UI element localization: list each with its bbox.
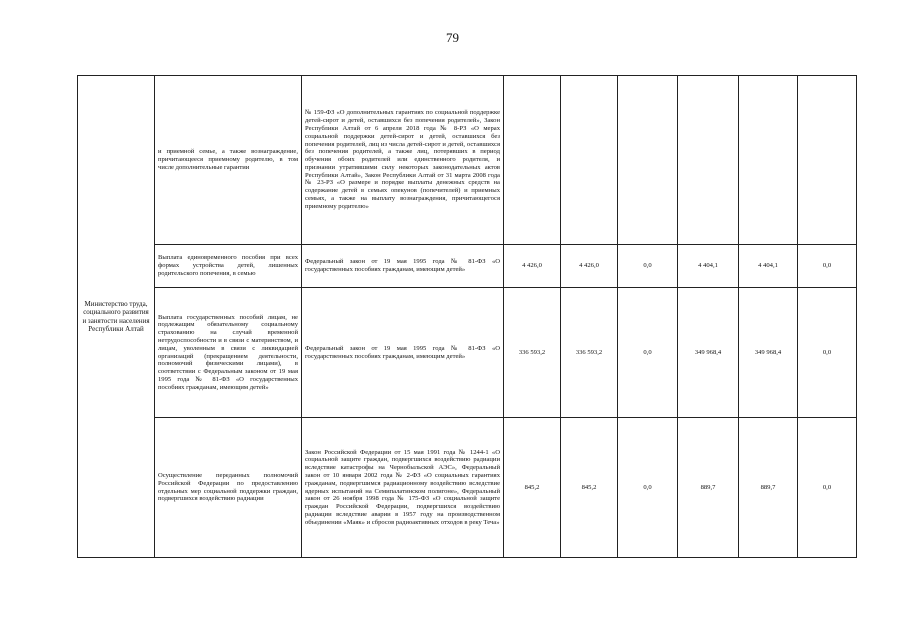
value-cell: 845,2 <box>504 418 561 558</box>
value-cell: 4 426,0 <box>504 245 561 288</box>
law-cell: Федеральный закон от 19 мая 1995 года № 81-ФЗ «О государственных пособиях гражданам, имеющим детей» <box>302 245 504 288</box>
value-cell <box>561 76 618 245</box>
measure-cell: Выплата единовременного пособия при всех формах устройства детей, лишенных родительского попечения, в семью <box>155 245 302 288</box>
table-row <box>78 76 857 245</box>
value-cell: 349 968,4 <box>739 288 798 418</box>
measure-cell: Выплата государственных пособий лицам, не подлежащим обязательному социальному страхованию на случай временной нетрудоспособности и в связи с материнством, и лицам, уволенным в связи с ликвидацией организаций (прекращением деятельности, полномочий физическими лицами), в соответствии с Федеральным законом от 19 мая 1995 года № 81-ФЗ «О государственных пособиях гражданам, имеющим детей» <box>155 288 302 418</box>
value-cell <box>798 76 857 245</box>
value-cell: 4 426,0 <box>561 245 618 288</box>
value-cell: 0,0 <box>618 418 678 558</box>
value-cell <box>739 76 798 245</box>
value-cell: 0,0 <box>618 245 678 288</box>
value-cell: 0,0 <box>798 245 857 288</box>
value-cell: 0,0 <box>798 418 857 558</box>
value-cell: 845,2 <box>561 418 618 558</box>
value-cell: 0,0 <box>798 288 857 418</box>
law-cell: Федеральный закон от 19 мая 1995 года № 81-ФЗ «О государственных пособиях гражданам, имеющим детей» <box>302 288 504 418</box>
value-cell: 0,0 <box>618 288 678 418</box>
measure-cell: Осуществление переданных полномочий Российской Федерации по предоставлению отдельных мер социальной поддержки граждан, подвергшихся воздействию радиации <box>155 418 302 558</box>
value-cell <box>678 76 739 245</box>
table-row <box>78 245 857 288</box>
value-cell: 889,7 <box>678 418 739 558</box>
value-cell: 336 593,2 <box>504 288 561 418</box>
table-row <box>78 288 857 418</box>
table-row <box>78 418 857 558</box>
budget-table <box>77 75 857 558</box>
law-cell: № 159-ФЗ «О дополнительных гарантиях по социальной поддержке детей-сирот и детей, оставшихся без попечения родителей», Закон Республики Алтай от 6 апреля 2018 года № 8-РЗ «О мерах социальной поддержки детей-сирот и детей, оставшихся без попечения родителей, лиц из числа детей-сирот и детей, оставшихся без попечения родителей, а также лиц, потерявших в период обучения обоих родителей или единственного родителя, и признании утратившими силу некоторых законодательных актов Республики Алтай», Закон Республики Алтай от 31 марта 2008 года № 23-РЗ «О размере и порядке выплаты денежных средств на содержание детей в семьях опекунов (попечителей) и приемных семьях, а также на выплату вознаграждения, причитающегося приемному родителю» <box>302 76 504 245</box>
value-cell: 336 593,2 <box>561 288 618 418</box>
value-cell: 349 968,4 <box>678 288 739 418</box>
measure-cell: и приемной семье, а также вознаграждение, причитающееся приемному родителю, в том числе дополнительные гарантии <box>155 76 302 245</box>
value-cell <box>618 76 678 245</box>
value-cell <box>504 76 561 245</box>
page-number: 79 <box>446 30 459 45</box>
value-cell: 4 404,1 <box>678 245 739 288</box>
value-cell: 889,7 <box>739 418 798 558</box>
law-cell: Закон Российской Федерации от 15 мая 1991 года № 1244-1 «О социальной защите граждан, подвергшихся воздействию радиации вследствие катастрофы на Чернобыльской АЭС», Федеральный закон от 10 января 2002 года № 2-ФЗ «О социальных гарантиях гражданам, подвергшимся радиационному воздействию вследствие ядерных испытаний на Семипалатинском полигоне», Федеральный закон от 26 ноября 1998 года № 175-ФЗ «О социальной защите граждан Российской Федерации, подвергшихся воздействию радиации вследствие аварии в 1957 году на производственном объединении «Маяк» и сбросов радиоактивных отходов в реку Теча» <box>302 418 504 558</box>
value-cell: 4 404,1 <box>739 245 798 288</box>
ministry-cell: Министерство труда, социального развития и занятости населения Республики Алтай <box>78 76 155 558</box>
